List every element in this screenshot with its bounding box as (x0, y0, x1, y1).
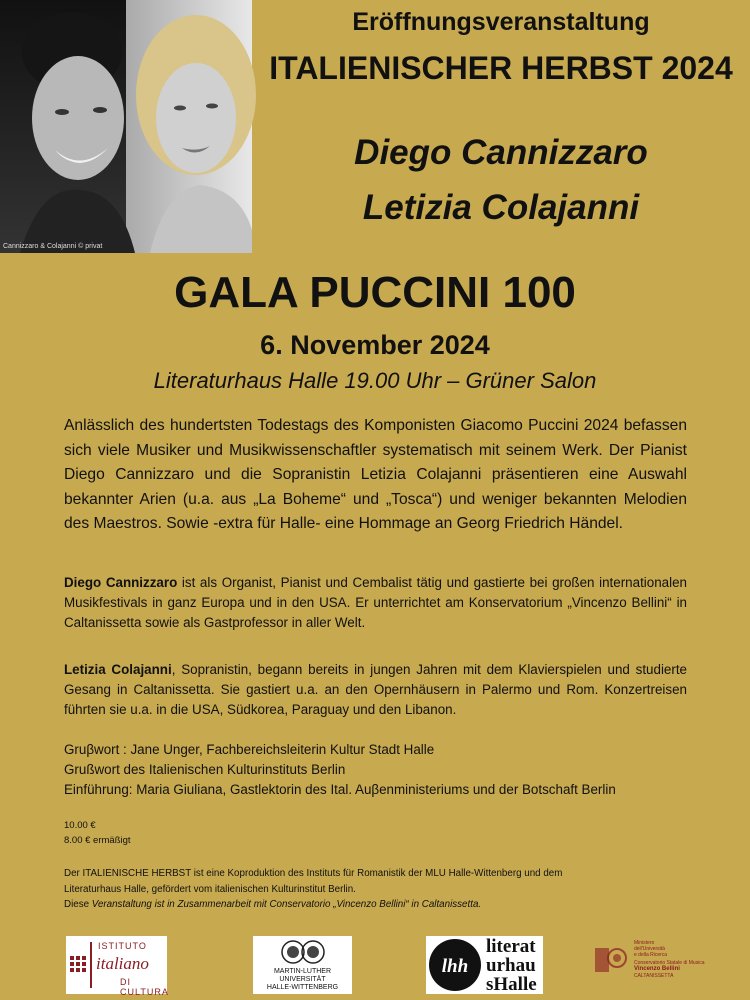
photo-credit: Cannizzaro & Colajanni © privat (3, 243, 103, 250)
footer-line: Literaturhaus Halle, gefördert vom italienischen Kulturinstitut Berlin. (64, 883, 356, 895)
artists-photo-image (0, 0, 252, 253)
lhh-word: urhau (486, 955, 536, 976)
logo-mlu-halle-wittenberg (253, 936, 352, 994)
artist-name-2: Letizia Colajanni (362, 188, 640, 227)
conservatorio-emblem-icon (591, 940, 633, 980)
logo-literaturhaus-halle (426, 936, 543, 994)
footer-text-italic: Veranstaltung ist in Zusammenarbeit mit Conservatorio „Vincenzo Bellini“ in Caltanissetta. (91, 899, 482, 910)
lhh-word: sHalle (486, 974, 537, 995)
cons-line: CALTANISSETTA (634, 973, 674, 979)
bio-text: , Sopranistin, begann bereits in jungen Jahren mit dem Klavierspielen und studierte Gesang in Caltanissetta. Sie gastiert u.a. an den Opernhäusern in Palermo und Rom. Konzertreisen führten sie u.a. in die USA, Südkorea, Paraguay und den Libanon. (64, 662, 687, 717)
event-venue: Literaturhaus Halle 19.00 Uhr – Grüner Salon (153, 368, 597, 393)
bio-cannizzaro (64, 573, 687, 633)
greeting-line: Grußwort des Italienischen Kulturinstituts Berlin (64, 762, 346, 777)
cons-line: dell'Università (634, 946, 665, 952)
ticket-prices (64, 818, 131, 848)
lhh-mark: lhh (441, 956, 469, 977)
intro-paragraph: Anlässlich des hundertsten Todestags des Komponisten Giacomo Puccini 2024 befassen sich viele Musiker und Musikwissenschaftler systematisch mit seinem Werk. Der Pianist Diego Cannizzaro und die Sopranistin Letizia Colajanni präsentieren eine Auswahl bekannter Arien (u.a. aus „La Boheme“ und „Tosca“) und weniger bekannten Melodien des Maestros. Sowie -extra für Halle- eine Hommage an Georg Friedrich Händel. (64, 417, 687, 532)
footer-credits (64, 866, 710, 913)
bio-colajanni (64, 660, 687, 720)
iic-grid-icon (66, 936, 96, 994)
logo-istituto-italiano-cultura (66, 936, 169, 997)
event-type: Eröffnungsveranstaltung (352, 8, 650, 36)
bio-text: ist als Organist, Pianist und Cembalist tätig und gastierte bei großen internationalen Musikfestivals in ganz Europa und in den USA. Er unterrichtet am Konservatorium „Vincenzo Bellini“ in Caltanissetta sowie als Gastprofessor in aller Welt. (64, 575, 687, 630)
cons-line: Ministero (634, 940, 655, 946)
cons-line: Conservatorio Statale di Musica (634, 960, 705, 966)
logo-conservatorio-bellini (591, 936, 705, 994)
artist-name-1: Diego Cannizzaro (354, 133, 648, 172)
bio-name: Diego Cannizzaro (64, 575, 178, 590)
price-reduced: 8.00 € ermäßigt (64, 835, 131, 846)
footer-line (64, 897, 710, 913)
greeting-line: Gruβwort : Jane Unger, Fachbereichsleiterin Kultur Stadt Halle (64, 742, 435, 757)
cons-line: Vincenzo Bellini (634, 966, 680, 972)
mlu-line: MARTIN-LUTHER (273, 968, 332, 975)
artists-photo (0, 0, 252, 253)
event-title: GALA PUCCINI 100 (174, 268, 576, 317)
program-greetings (64, 740, 710, 800)
lhh-word: literat (486, 936, 536, 957)
footer-text: Diese (64, 899, 92, 910)
lhh-circle-icon (426, 936, 484, 994)
footer-line: Der ITALIENISCHE HERBST ist eine Koproduktion des Instituts für Romanistik der MLU Halle-Wittenberg und dem (64, 868, 563, 879)
mlu-line: UNIVERSITÄT (279, 976, 326, 983)
iic-line: italiano (96, 954, 149, 973)
iic-line: DI CULTURA (120, 977, 169, 997)
event-date: 6. November 2024 (260, 330, 490, 360)
series-title: ITALIENISCHER HERBST 2024 (269, 50, 733, 86)
mlu-seal-icon (253, 938, 352, 968)
mlu-line: HALLE-WITTENBERG (266, 984, 339, 991)
cons-line: e della Ricerca (634, 952, 668, 958)
iic-line: ISTITUTO (98, 941, 147, 951)
bio-name: Letizia Colajanni (64, 662, 172, 677)
price-regular: 10.00 € (64, 820, 96, 831)
greeting-line: Einführung: Maria Giuliana, Gastlektorin des Ital. Auβenministeriums und der Botschaft Berlin (64, 782, 616, 797)
